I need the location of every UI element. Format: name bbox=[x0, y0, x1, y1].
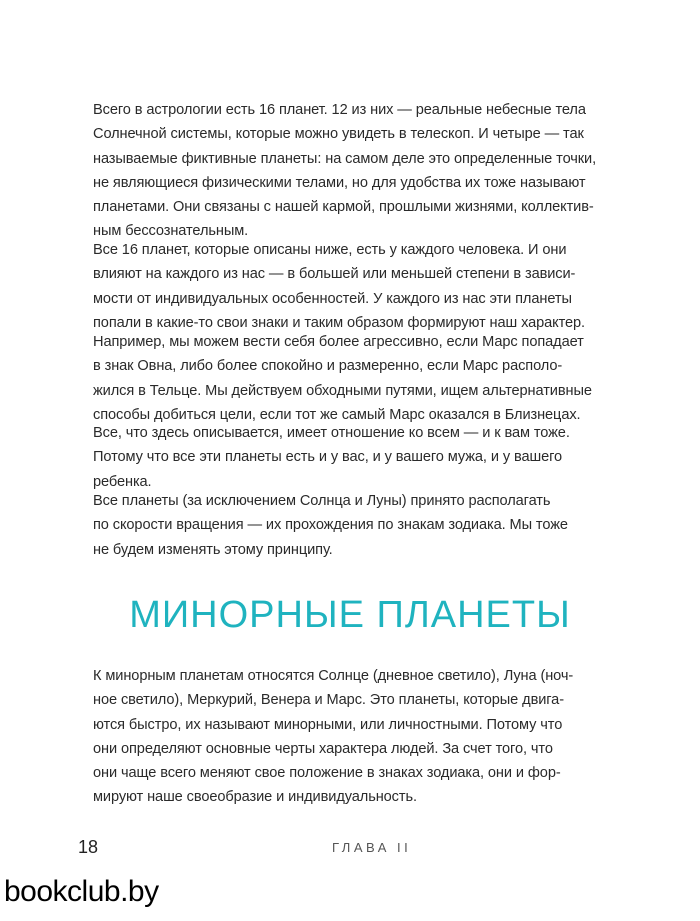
text-line: мости от индивидуальных особенностей. У каждого из нас эти планеты bbox=[93, 290, 572, 307]
text-line: жился в Тельце. Мы действуем обходными путями, ищем альтернативные bbox=[93, 382, 592, 399]
paragraph-1 bbox=[93, 98, 613, 244]
text-line: влияют на каждого из нас — в большей или меньшей степени в зависи- bbox=[93, 266, 576, 283]
text-line: называемые фиктивные планеты: на самом деле это определенные точки, bbox=[93, 150, 597, 167]
text-line: способы добиться цели, если тот же самый Марс оказался в Близнецах. bbox=[93, 406, 581, 423]
text-line: Все планеты (за исключением Солнца и Луны) принято располагать bbox=[93, 493, 551, 509]
text-line: в знак Овна, либо более спокойно и размеренно, если Марс располо- bbox=[93, 358, 563, 375]
watermark-text: bookclub.by bbox=[4, 875, 159, 908]
paragraph-4 bbox=[93, 421, 613, 494]
text-line: Всего в астрологии есть 16 планет. 12 из них — реальные небесные тела bbox=[93, 102, 586, 118]
text-line: по скорости вращения — их прохождения по знакам зодиака. Мы тоже bbox=[93, 517, 568, 534]
paragraph-2 bbox=[93, 238, 613, 335]
page-number: 18 bbox=[78, 837, 99, 857]
text-line: они определяют основные черты характера людей. За счет того, что bbox=[93, 740, 553, 757]
text-line: планетами. Они связаны с нашей кармой, прошлыми жизнями, коллектив- bbox=[93, 199, 594, 216]
text-line: Потому что все эти планеты есть и у вас, и у вашего мужа, и у вашего bbox=[93, 449, 563, 466]
text-line: они чаще всего меняют свое положение в знаках зодиака, они и фор- bbox=[93, 765, 561, 782]
text-line: попали в какие-то свои знаки и таким образом формируют наш характер. bbox=[93, 314, 586, 331]
text-line: ное светило), Меркурий, Венера и Марс. Это планеты, которые двига- bbox=[93, 692, 564, 709]
text-line: Например, мы можем вести себя более агрессивно, если Марс попадает bbox=[93, 334, 584, 350]
text-line: не будем изменять этому принципу. bbox=[93, 541, 333, 558]
paragraph-3 bbox=[93, 330, 613, 427]
text-line: Все, что здесь описывается, имеет отношение ко всем — и к вам тоже. bbox=[93, 425, 570, 441]
chapter-label: ГЛАВА II bbox=[332, 840, 412, 855]
text-line: К минорным планетам относятся Солнце (дневное светило), Луна (ноч- bbox=[93, 668, 574, 684]
text-line: ным бессознательным. bbox=[93, 223, 249, 240]
paragraph-section bbox=[93, 664, 613, 810]
text-line: мируют наше своеобразие и индивидуальность. bbox=[93, 789, 417, 806]
paragraph-5 bbox=[93, 489, 613, 562]
section-heading: МИНОРНЫЕ ПЛАНЕТЫ bbox=[129, 594, 571, 636]
text-line: Солнечной системы, которые можно увидеть в телескоп. И четыре — так bbox=[93, 126, 584, 143]
text-line: не являющиеся физическими телами, но для удобства их тоже называют bbox=[93, 174, 586, 191]
text-line: ребенка. bbox=[93, 473, 152, 490]
text-line: Все 16 планет, которые описаны ниже, есть у каждого человека. И они bbox=[93, 242, 567, 258]
text-line: ются быстро, их называют минорными, или личностными. Потому что bbox=[93, 716, 563, 733]
